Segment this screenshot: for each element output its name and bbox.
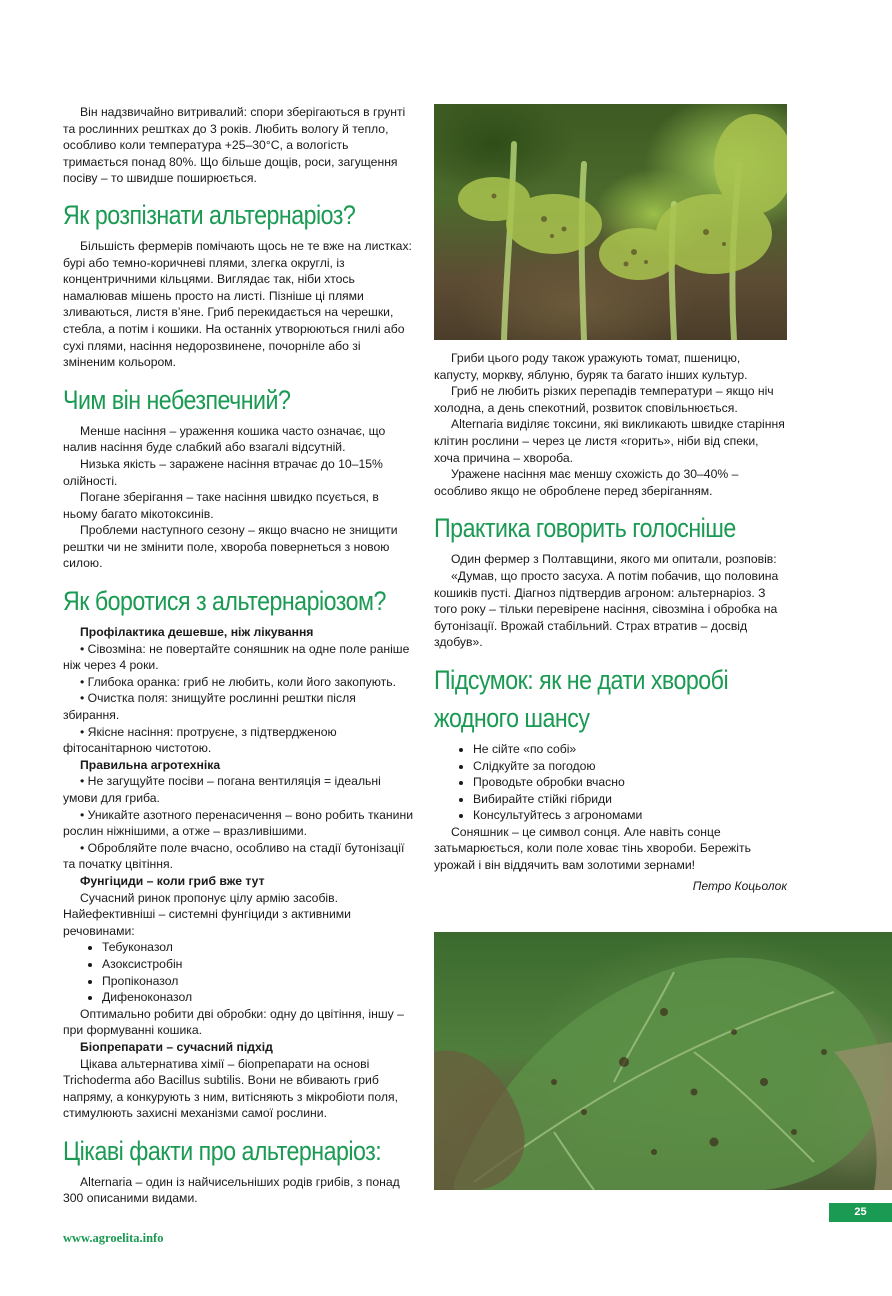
subheading-prevention: Профілактика дешевше, ніж лікування — [80, 625, 314, 640]
facts-cont-item: Гриби цього роду також уражують томат, пшеницю, капусту, моркву, яблуню, буряк та багато інших культур. — [434, 351, 748, 382]
infected-leaf-photo — [434, 932, 892, 1190]
heading-recognize: Як розпізнати альтернаріоз? — [63, 199, 356, 230]
heading-facts: Цікаві факти про альтернаріоз: — [63, 1135, 382, 1166]
facts-cont-item: Alternaria виділяє токсини, які викликають швидке старіння клітин рослини – через це листя «горить», ніби від спеки, хоча причина – хвороба. — [434, 417, 785, 465]
heading-fight: Як боротися з альтернаріозом? — [63, 586, 386, 617]
heading-summary-line1: Підсумок: як не дати хворобі — [434, 664, 729, 695]
fight-section — [63, 624, 415, 1122]
recognize-paragraph: Більшість фермерів помічають щось не те вже на листках: бурі або темно-коричневі плями, злегка округлі, із концентричними кільцями. Виглядає так, ніби хтось намалював мішень просто на листі. Пізніше ці плями зливаються, листя в’яне. Гриб перекидається на черешки, стебла, а потім і кошики. На останніх утворюються гнилі або сухі плями, насіння недорозвинене, почорніле або зі зміненим кольором. — [63, 238, 412, 370]
bio-paragraph: Цікава альтернатива хімії – біопрепарати на основі Trichoderma або Bacillus subtilis. Вони не вбивають гриб напряму, а конкурують з ним, витісняють з мікробіоти поля, стимулюють захисні механізми самої рослини. — [63, 1056, 398, 1121]
subheading-fungicides: Фунгіциди – коли гриб вже тут — [80, 873, 265, 888]
practice-quote: «Думав, що просто засуха. А потім побачив, що половина кошиків пусті. Діагноз підтвердив агроном: альтернаріоз. З того року – тільки перевірене насіння, сівозміна і обробка на бутонізації. Врожай стабільний. Страх втратив – досвід здобув». — [434, 568, 779, 650]
page-number-badge: 25 — [829, 1203, 892, 1222]
heading-danger: Чим він небезпечний? — [63, 384, 291, 415]
facts-cont-item: Гриб не любить різких перепадів температури – якщо ніч холодна, а день спекотний, розвиток сповільнюється. — [434, 384, 774, 415]
fungicides-text: Сучасний ринок пропонує цілу армію засобів. Найефективніші – системні фунгіциди з активними речовинами: — [63, 890, 351, 938]
subheading-agro: Правильна агротехніка — [80, 757, 221, 772]
fungicide-item: • Дифеноконазол — [102, 989, 415, 1006]
practice-intro: Один фермер з Полтавщини, якого ми опитали, розповів: — [451, 552, 777, 567]
danger-list — [63, 423, 415, 572]
summary-item: • Слідкуйте за погодою — [473, 758, 787, 775]
footer-website-link[interactable]: www.agroelita.info — [63, 1231, 164, 1245]
summary-item: • Не сійте «по собі» — [473, 741, 787, 758]
fungicides-after: Оптимально робити дві обробки: одну до цвітіння, іншу – при формуванні кошика. — [63, 1006, 404, 1038]
danger-item: Проблеми наступного сезону – якщо вчасно не знищити рештки чи не змінити поле, хвороба повернеться з новою силою. — [63, 523, 398, 571]
summary-item: • Проводьте обробки вчасно — [473, 774, 787, 791]
facts-paragraph: Alternaria – один із найчисельніших родів грибів, з понад 300 описаними видами. — [63, 1174, 400, 1206]
agro-item: • Обробляйте поле вчасно, особливо на стадії бутонізації та початку цвітіння. — [63, 840, 405, 872]
summary-item: • Вибирайте стійкі гібриди — [473, 791, 787, 808]
fungicide-item: • Азоксистробін — [102, 956, 415, 973]
prevention-item: • Очистка поля: знищуйте рослинні рештки після збирання. — [63, 691, 356, 723]
summary-item: • Консультуйтесь з агрономами — [473, 807, 787, 824]
sunflower-field-illustration — [434, 104, 787, 340]
prevention-item: • Глибока оранка: гриб не любить, коли його закопують. — [80, 674, 396, 689]
right-column — [434, 350, 787, 894]
heading-summary-line2: жодного шансу — [434, 702, 590, 733]
fungicide-item: • Тебуконазол — [102, 939, 415, 956]
danger-item: Низька якість – заражене насіння втрачає до 10–15% олійності. — [63, 456, 383, 488]
agro-item: • Не загущуйте посіви – погана вентиляція = ідеальні умови для гриба. — [63, 774, 381, 805]
subheading-bio: Біопрепарати – сучасний підхід — [80, 1039, 273, 1054]
danger-item: Погане зберігання – таке насіння швидко псується, в ньому багато мікотоксинів. — [63, 490, 379, 521]
infected-leaf-illustration — [434, 932, 892, 1190]
intro-paragraph: Він надзвичайно витривалий: спори зберігаються в грунті та рослинних рештках до 3 років. Любить вологу й тепло, особливо коли температура +25–30°С, а вологість тримається понад 80%. Що більше дощів, роси, загущення посіву – то швидше поширюється. — [63, 105, 406, 186]
fungicides-list — [63, 939, 415, 1005]
closing-paragraph: Соняшник – це символ сонця. Але навіть сонце затьмарюється, коли поле ховає тінь хвороби. Бережіть урожай і він віддячить вам золотими зернами! — [434, 824, 751, 873]
danger-item: Менше насіння – ураження кошика часто означає, що налив насіння буде слабкий або взагалі відсутній. — [63, 423, 386, 455]
prevention-item: • Сівозміна: не повертайте соняшник на одне поле раніше ніж через 4 роки. — [63, 641, 410, 673]
summary-list — [434, 741, 787, 824]
agro-item: • Уникайте азотного перенасичення – воно робить тканини рослин ніжнішими, а отже – вразливішими. — [63, 807, 414, 839]
heading-practice: Практика говорить голосніше — [434, 513, 736, 544]
left-column — [63, 104, 415, 1207]
prevention-item: • Якісне насіння: протруєне, з підтвердженою фітосанітарною чистотою. — [63, 724, 337, 756]
author-signature: Петро Коцьолок — [692, 878, 787, 893]
sunflower-field-photo — [434, 104, 787, 340]
fungicide-item: • Пропіконазол — [102, 973, 415, 990]
facts-cont-item: Уражене насіння має меншу схожість до 30–40% – особливо якщо не оброблене перед зберіганням. — [434, 467, 739, 498]
